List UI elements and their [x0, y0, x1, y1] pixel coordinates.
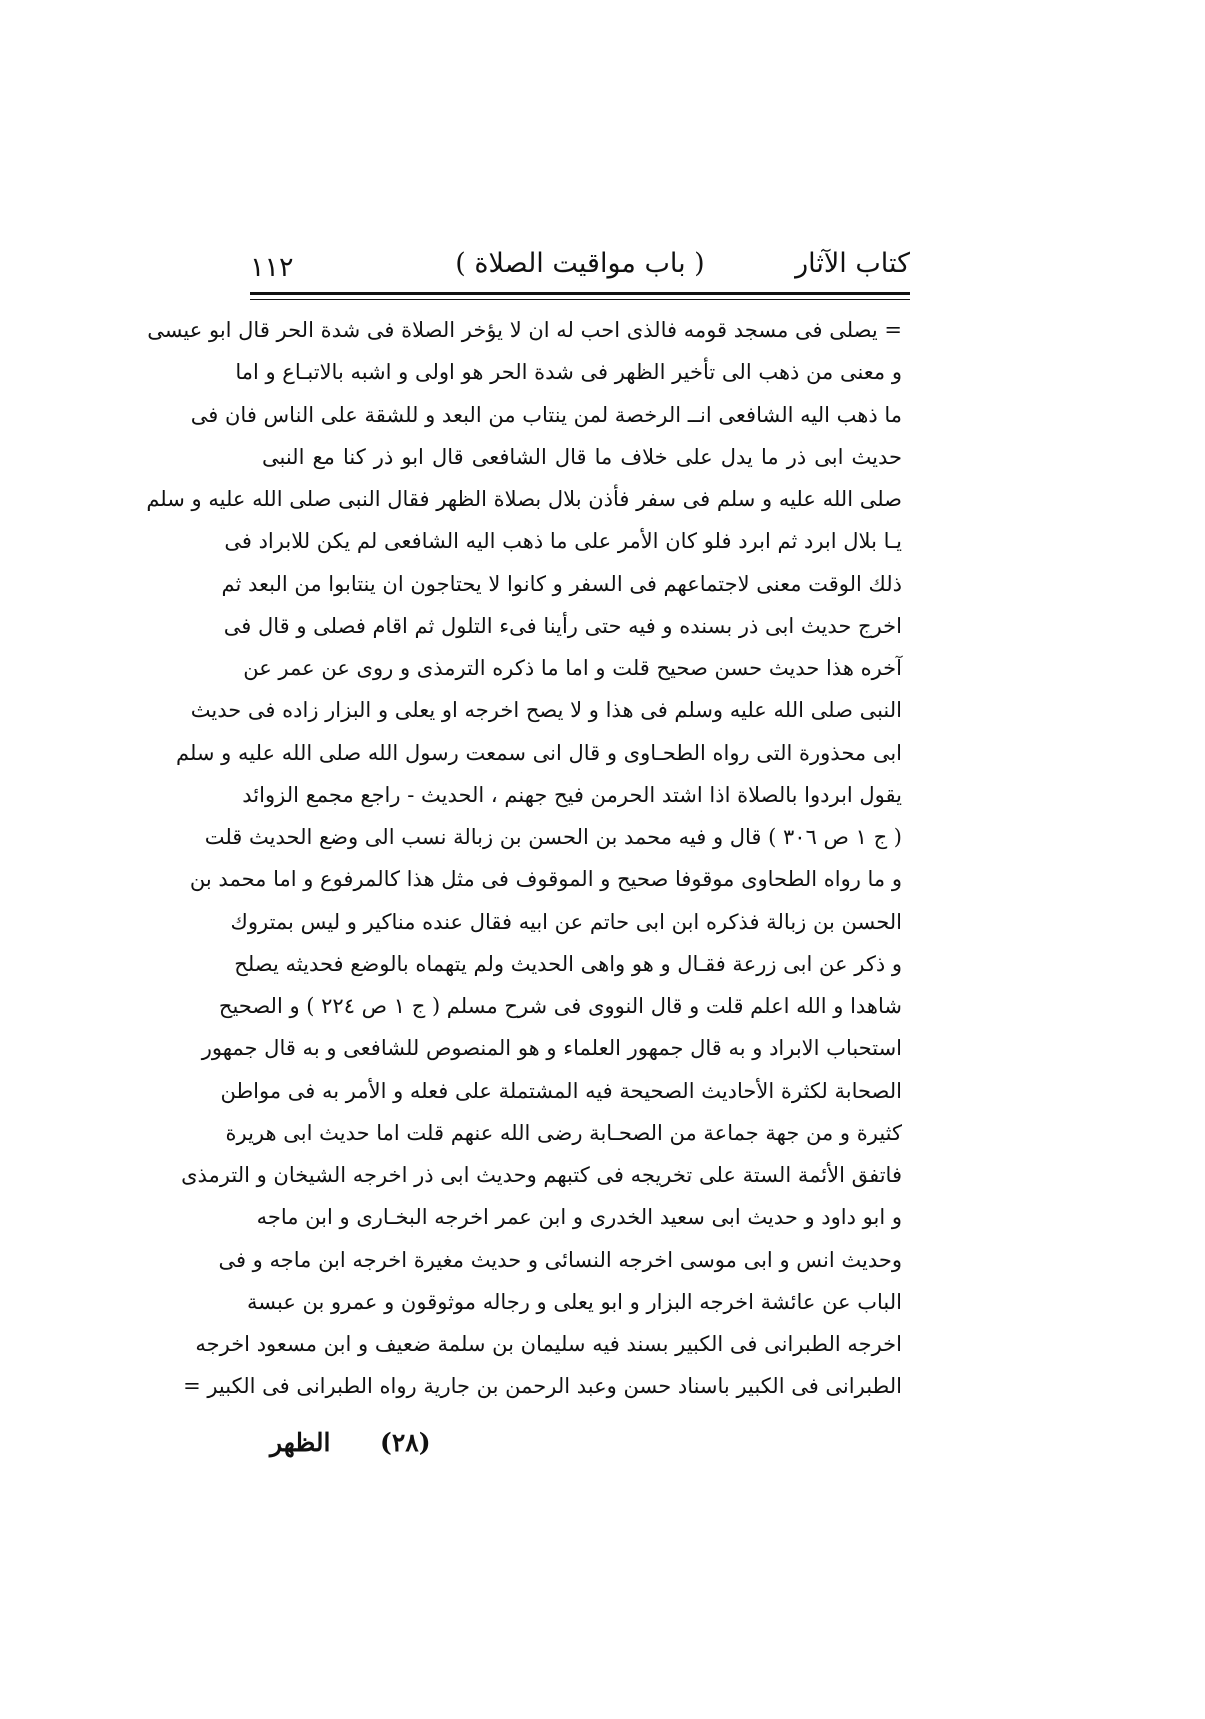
text-line: النبى صلى الله عليه وسلم فى هذا و لا يصح اخرجه او يعلى و البزار زاده فى حديث: [190, 698, 902, 723]
text-line: استحباب الابراد و به قال جمهور العلماء و هو المنصوص للشافعى و به قال جمهور: [201, 1036, 902, 1061]
text-line: و ما رواه الطحاوى موقوفا صحيح و الموقوف فى مثل هذا كالمرفوع و اما محمد بن: [189, 867, 902, 892]
page-number: ١١٢: [250, 252, 294, 283]
book-title: كتاب الآثار: [795, 248, 910, 279]
text-line: الصحابة لكثرة الأحاديث الصحيحة فيه المشتملة على فعله و الأمر به فى مواطن: [220, 1078, 902, 1103]
text-line: اخرج حديث ابى ذر بسنده و فيه حتى رأينا فىء التلول ثم اقام فصلى و قال فى: [223, 613, 902, 638]
running-header: [250, 248, 910, 292]
text-line: = يصلى فى مسجد قومه فالذى احب له ان لا يؤخر الصلاة فى شدة الحر قال ابو عيسى: [147, 318, 902, 342]
text-line: صلى الله عليه و سلم فى سفر فأذن بلال بصلاة الظهر فقال النبى صلى الله عليه و سلم: [146, 487, 902, 511]
text-line: كثيرة و من جهة جماعة من الصحـابة رضى الله عنهم قلت اما حديث ابى هريرة: [225, 1120, 902, 1145]
text-line: و ابو داود و حديث ابى سعيد الخدرى و ابن عمر اخرجه البخـارى و ابن ماجه: [256, 1205, 902, 1230]
text-line: و معنى من ذهب الى تأخير الظهر فى شدة الحر هو اولى و اشبه بالاتبـاع و اما: [235, 360, 902, 385]
text-line: و ذكر عن ابى زرعة فقـال و هو واهى الحديث ولم يتهماه بالوضع فحديثه يصلح: [234, 951, 902, 976]
catchword: الظهر: [270, 1428, 331, 1457]
text-line: الباب عن عائشة اخرجه البزار و ابو يعلى و رجاله موثوقون و عمرو بن عبسة: [247, 1289, 902, 1314]
signature-mark: (٢٨): [380, 1428, 431, 1457]
text-line: الطبرانى فى الكبير باسناد حسن وعبد الرحمن بن جارية رواه الطبرانى فى الكبير =: [183, 1374, 902, 1399]
header-rule-thin: [250, 299, 910, 300]
text-line: الحسن بن زبالة فذكره ابن ابى حاتم عن ابيه فقال عنده مناكير و ليس بمتروك: [230, 909, 902, 934]
text-line: آخره هذا حديث حسن صحيح قلت و اما ما ذكره الترمذى و روى عن عمر عن: [243, 656, 902, 680]
text-line: حديث ابى ذر ما يدل على خلاف ما قال الشافعى قال ابو ذر كنا مع النبى: [262, 444, 902, 469]
text-body: [146, 309, 902, 1408]
text-line: يقول ابردوا بالصلاة اذا اشتد الحرمن فيح جهنم ، الحديث - راجع مجمع الزوائد: [242, 782, 902, 807]
page-footer: [270, 1428, 910, 1474]
text-line: اخرجه الطبرانى فى الكبير بسند فيه سليمان بن سلمة ضعيف و ابن مسعود اخرجه: [195, 1332, 902, 1356]
text-line: ذلك الوقت معنى لاجتماعهم فى السفر و كانوا لا يحتاجون ان ينتابوا من البعد ثم: [221, 571, 902, 596]
chapter-title: ( باب مواقيت الصلاة ): [455, 248, 705, 279]
text-line: شاهدا و الله اعلم قلت و قال النووى فى شرح مسلم ( ج ١ ص ٢٢٤ ) و الصحيح: [218, 994, 902, 1018]
text-line: ( ج ١ ص ٣٠٦ ) قال و فيه محمد بن الحسن بن زبالة نسب الى وضع الحديث قلت: [204, 825, 902, 849]
header-rule-thick: [250, 292, 910, 295]
text-line: فاتفق الأئمة الستة على تخريجه فى كتبهم وحديث ابى ذر اخرجه الشيخان و الترمذى: [181, 1163, 902, 1187]
text-line: وحديث انس و ابى موسى اخرجه النسائى و حديث مغيرة اخرجه ابن ماجه و فى: [218, 1247, 902, 1272]
text-line: ما ذهب اليه الشافعى انــ الرخصة لمن ينتاب من البعد و للشقة على الناس فان فى: [190, 402, 902, 427]
text-line: يـا بلال ابرد ثم ابرد فلو كان الأمر على ما ذهب اليه الشافعى لم يكن للابراد فى: [224, 529, 902, 554]
text-line: ابى محذورة التى رواه الطحـاوى و قال انى سمعت رسول الله صلى الله عليه و سلم: [175, 740, 902, 765]
